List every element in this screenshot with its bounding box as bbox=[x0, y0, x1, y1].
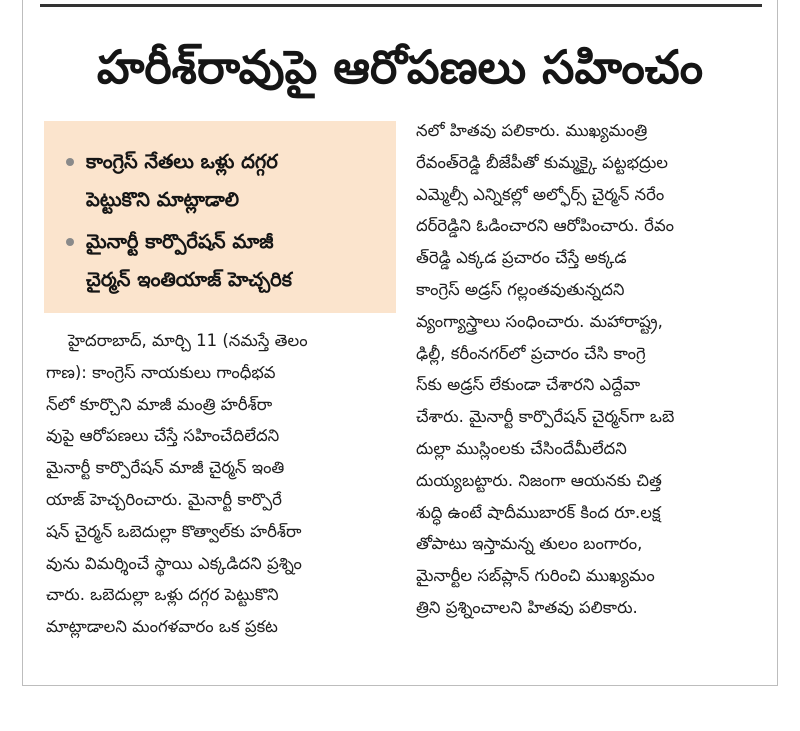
top-rule bbox=[40, 4, 762, 7]
highlight-item bbox=[62, 223, 382, 299]
body-line: మాట్లాడాలని మంగళవారం ఒక ప్రకట bbox=[46, 617, 278, 637]
highlight-line: పెట్టుకొని మాట్లాడాలి bbox=[86, 188, 240, 211]
bullet-icon bbox=[66, 238, 74, 246]
body-line: శుద్ధి ఉంటే షాదీముబారక్ కింద రూ.లక్ష bbox=[416, 502, 661, 522]
highlight-line: మైనార్టీ కార్పొరేషన్ మాజీ bbox=[86, 230, 274, 253]
body-line: షన్ చైర్మన్ ఒబెదుల్లా కొత్వాల్‌కు హరీశ్‌రా bbox=[46, 521, 302, 541]
headline: హరీశ్‌రావుపై ఆరోపణలు సహించం bbox=[96, 40, 704, 94]
body-line: హైదరాబాద్, మార్చి 11 (నమస్తే తెలం bbox=[68, 331, 308, 350]
highlight-line: కాంగ్రెస్ నేతలు ఒళ్లు దగ్గర bbox=[86, 150, 278, 173]
body-line: వును విమర్శించే స్థాయి ఎక్కడిదని ప్రశ్నిం bbox=[46, 553, 302, 573]
body-line: ఎమ్మెల్సీ ఎన్నికల్లో అల్ఫోర్స్ చైర్మన్ నరేం bbox=[416, 184, 665, 204]
body-line: రేవంత్‌రెడ్డి బీజేపీతో కుమ్మక్కై పట్టభద్రుల bbox=[416, 152, 668, 172]
body-line: దుయ్యబట్టారు. నిజంగా ఆయనకు చిత్త bbox=[416, 470, 662, 490]
bullet-icon bbox=[66, 158, 74, 166]
body-line: వ్యంగ్యాస్త్రాలు సంధించారు. మహారాష్ట్ర, bbox=[416, 311, 663, 331]
body-line: గాణ): కాంగ్రెస్ నాయకులు గాంధీభవ bbox=[46, 362, 276, 382]
highlight-line: చైర్మన్ ఇంతియాజ్ హెచ్చరిక bbox=[86, 268, 292, 291]
body-line: త్‌రెడ్డి ఎక్కడ ప్రచారం చేస్తే అక్కడ bbox=[416, 248, 627, 268]
body-line: నలో హితవు పలికారు. ముఖ్యమంత్రి bbox=[416, 121, 648, 140]
right-column bbox=[416, 115, 764, 624]
body-line: మైనార్టీ కార్పొరేషన్ మాజీ చైర్మన్ ఇంతి bbox=[46, 458, 285, 478]
body-line: త్రిని ప్రశ్నించాలని హితవు పలికారు. bbox=[416, 597, 638, 617]
body-line: వుపై ఆరోపణలు చేస్తే సహించేదిలేదని bbox=[46, 426, 280, 446]
body-line: చేశారు. మైనార్టీ కార్పొరేషన్ చైర్మన్‌గా ఒబె bbox=[416, 407, 675, 427]
highlights-box bbox=[44, 121, 396, 313]
body-line: తోపాటు ఇస్తామన్న తులం బంగారం, bbox=[416, 534, 643, 554]
body-line: మైనార్టీల సబ్‌ప్లాన్ గురించి ముఖ్యమం bbox=[416, 566, 655, 586]
body-line: యాజ్ హెచ్చరించారు. మైనార్టీ కార్పొరే bbox=[46, 489, 282, 509]
highlight-item bbox=[62, 143, 382, 219]
body-line: కాంగ్రెస్ అడ్రస్ గల్లంతవుతున్నదని bbox=[416, 279, 625, 299]
body-line: దర్‌రెడ్డిని ఓడించారని ఆరోపించారు. రేవం bbox=[416, 216, 675, 236]
body-line: స్‌కు అడ్రస్ లేకుండా చేశారని ఎద్దేవా bbox=[416, 375, 641, 395]
body-line: దుల్లా ముస్లింలకు చేసిందేమీలేదని bbox=[416, 438, 627, 458]
body-line: ఢిల్లీ, కరీంనగర్‌లో ప్రచారం చేసి కాంగ్రె bbox=[416, 343, 646, 363]
body-line: న్‌లో కూర్చొని మాజీ మంత్రి హరీశ్‌రా bbox=[46, 394, 273, 414]
body-line: చారు. ఒబెదుల్లా ఒళ్లు దగ్గర పెట్టుకొని bbox=[46, 585, 279, 605]
left-column bbox=[46, 325, 396, 643]
